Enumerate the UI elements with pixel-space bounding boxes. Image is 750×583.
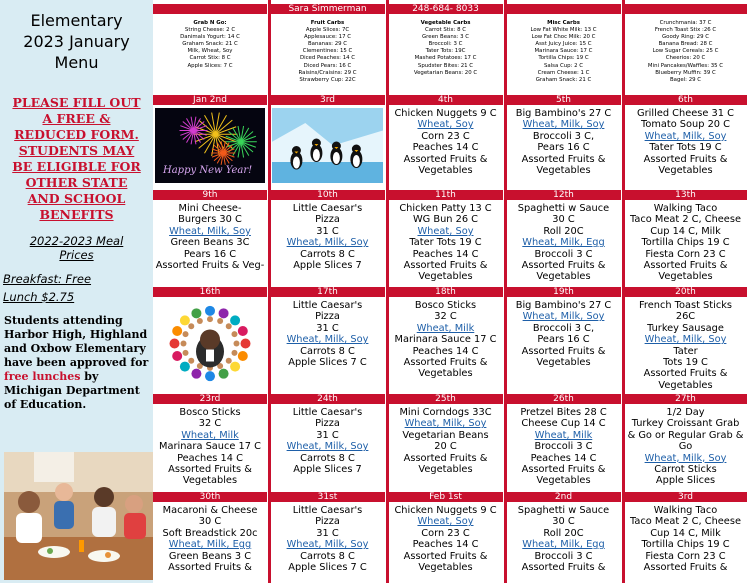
column-divider (386, 0, 389, 583)
menu-item: Apple Slices 7 C (288, 357, 367, 369)
menu-item: & Go or Regular Grab & (627, 429, 744, 441)
day-menu-cell (153, 505, 267, 583)
menu-item: Vegetables (536, 165, 591, 177)
menu-item: 30 C (198, 516, 222, 528)
menu-item: Grilled Cheese 31 C (637, 108, 734, 119)
day-header: 19th (506, 287, 621, 297)
menu-item: Tomato Soup 20 C (641, 119, 730, 131)
allergen-info: Wheat, Milk, Egg (522, 539, 605, 551)
notice-line: STUDENTS MAY (18, 143, 135, 158)
carb-list-item: Graham Snack: 21 C (535, 76, 592, 83)
menu-item: Tater Tots 19 C (649, 142, 722, 154)
menu-item: Assorted Fruits & (403, 452, 488, 464)
menu-item: Vegetables (418, 368, 473, 380)
menu-item: Marinara Sauce 17 C (394, 334, 497, 346)
menu-item: Assorted Fruits & (403, 153, 488, 165)
day-menu-cell (506, 407, 621, 489)
menu-item: Apple Slices 7 (293, 464, 362, 476)
students-lunch-photo (4, 452, 153, 580)
allergen-info: Wheat, Soy (417, 119, 474, 131)
day-header: 4th (388, 95, 503, 105)
menu-item: Taco Meat 2 C, Cheese (630, 214, 741, 226)
menu-item: Burgers 30 C (178, 214, 242, 226)
menu-item: Assorted Fruits & (643, 368, 728, 380)
menu-item: Little Caesar's (292, 300, 363, 311)
carb-list-title: Fruit Carbs (310, 20, 345, 26)
carb-list-item: Mashed Potatoes: 17 C (414, 55, 477, 62)
day-header: 2nd (506, 492, 621, 502)
carb-list-item: Graham Snack: 21 C (182, 41, 238, 48)
day-header: 12th (506, 190, 621, 200)
menu-item: Walking Taco (653, 203, 718, 214)
menu-item: Broccoli 3 C, (532, 130, 595, 142)
menu-item: Tortilla Chips 19 C (641, 539, 730, 551)
menu-item: Fiesta Corn 23 C (645, 550, 726, 562)
menu-item: Roll 20C (543, 225, 584, 237)
day-header: 16th (153, 287, 267, 297)
menu-item: WG Bun 26 C (412, 214, 479, 226)
menu-item: Assorted Fruits & (168, 464, 252, 476)
menu-item: Pizza (315, 418, 340, 430)
menu-item: 1/2 Day (666, 407, 705, 418)
carb-list-item: String Cheese: 2 C (184, 27, 236, 34)
carb-list-item: Bagel: 29 C (669, 76, 702, 83)
allergen-info: Wheat, Soy (417, 516, 474, 528)
students-lunch-illustration (4, 452, 153, 580)
menu-item: Mini Cheese- (178, 203, 242, 214)
menu-item: Vegetables (182, 475, 238, 487)
carb-list-item: French Toast Stix :26 C (654, 27, 717, 34)
menu-item: Taco Meat 2 C, Cheese (630, 516, 741, 528)
carb-list-item: Clementines: 15 C (302, 48, 353, 55)
carb-reference-cell (388, 20, 503, 92)
day-menu-cell (624, 407, 747, 489)
menu-item: Assorted Fruits & (403, 550, 488, 562)
menu-item: Assorted Fruits & (521, 153, 606, 165)
menu-item: French Toast Sticks (638, 300, 732, 311)
statement-text: Students attending Harbor High, Highland and Oxbow Elementary have been approved for (4, 314, 149, 369)
carb-list-item: Apple Slices: 7C (305, 27, 350, 34)
day-header: 26th (506, 394, 621, 404)
menu-item: Cup 14 C, Milk (650, 225, 721, 237)
menu-item: Apple Slices (655, 475, 716, 487)
menu-item: Turkey Sausage (647, 322, 724, 334)
menu-item: Tater (673, 345, 698, 357)
info-sidebar (0, 0, 153, 583)
allergen-info: Wheat, Milk (416, 322, 475, 334)
allergen-info: Wheat, Milk, Soy (286, 441, 369, 453)
allergen-info: Wheat, Milk, Soy (286, 237, 369, 249)
menu-item: 20 C (434, 441, 457, 453)
day-header: 17th (270, 287, 385, 297)
day-menu-cell (388, 407, 503, 489)
menu-item: Vegetables (536, 475, 591, 487)
free-lunches-highlight: free lunches (4, 370, 81, 383)
menu-calendar (153, 0, 750, 583)
menu-item: Assorted Fruits & (403, 260, 488, 272)
menu-item: Vegetables (536, 357, 591, 369)
mlk-illustration (155, 300, 265, 387)
menu-item: Turkey Croissant Grab (631, 418, 740, 430)
day-header: 24th (270, 394, 385, 404)
carb-reference-cell (153, 20, 267, 92)
carb-list-item: Goody Ring: 29 C (661, 34, 710, 41)
menu-item: 30 C (552, 214, 575, 226)
day-header: 25th (388, 394, 503, 404)
day-header: 5th (506, 95, 621, 105)
allergen-info: Wheat, Milk, Soy (286, 539, 369, 551)
menu-item: Apple Slices 7 C (288, 562, 367, 574)
allergen-info: Wheat, Milk (181, 429, 239, 441)
menu-item: Apple Slices 7 (293, 260, 362, 272)
carb-list-item: Applesauce: 17 C (303, 34, 352, 41)
day-menu-cell (506, 300, 621, 391)
carb-list-item: Bananas: 29 C (307, 41, 348, 48)
menu-title-line: 2023 January (23, 32, 130, 51)
day-header: 3rd (624, 492, 747, 502)
menu-item: Fiesta Corn 23 C (645, 248, 726, 260)
carb-list-item: Danimals Yogurt: 14 C (180, 34, 240, 41)
notice-line: OTHER STATE (25, 175, 128, 190)
menu-item: 31 C (316, 225, 339, 237)
allergen-info: Wheat, Milk, Soy (522, 311, 605, 323)
prices-heading-line: Prices (59, 248, 94, 262)
menu-item: Bosco Sticks (179, 407, 241, 418)
carb-list-item: Green Beans: 3 C (421, 34, 470, 41)
mlk-graphic (155, 300, 265, 387)
menu-item: Mini Corndogs 33C (399, 407, 492, 418)
day-header: 11th (388, 190, 503, 200)
menu-item: Tortilla Chips 19 C (641, 237, 730, 249)
menu-item: 31 C (316, 429, 339, 441)
top-header-cell: 248-684- 8033 (388, 4, 503, 14)
carb-list-item: Low Fat Choc Milk: 20 C (531, 34, 596, 41)
happy-new-year-text: Happy New Year! (163, 165, 253, 176)
menu-item: 31 C (316, 527, 339, 539)
menu-item: Assorted Fruits & (168, 562, 252, 574)
day-header: 20th (624, 287, 747, 297)
free-lunch-statement (4, 314, 152, 412)
carb-reference-cell (624, 20, 747, 92)
menu-item: Chicken Patty 13 C (399, 203, 492, 214)
allergen-info: Wheat, Soy (417, 225, 474, 237)
menu-item: Bosco Sticks (414, 300, 477, 311)
menu-item: Spaghetti w Sauce (517, 505, 610, 516)
menu-item: Pears 16 C (537, 142, 590, 154)
day-header: 6th (624, 95, 747, 105)
menu-item: Spaghetti w Sauce (517, 203, 610, 214)
menu-item: Carrots 8 C (300, 550, 355, 562)
menu-item: Vegetables (658, 271, 713, 283)
carb-list-item: Vegetarian Beans: 20 C (413, 69, 478, 76)
menu-item: Pears 16 C (537, 334, 590, 346)
menu-item: 32 C (434, 311, 457, 323)
menu-item: Peaches 14 C (412, 142, 479, 154)
carb-list-item: Strawberry Cup: 22C (299, 76, 356, 83)
allergen-info: Wheat, Milk, Soy (644, 130, 727, 142)
carb-list-item: Broccoli: 3 C (428, 41, 463, 48)
menu-title-line: Elementary (30, 11, 123, 30)
menu-item: Assorted Fruits & (403, 357, 488, 369)
notice-line: BE ELIGIBLE FOR (12, 159, 141, 174)
day-menu-cell (153, 203, 267, 284)
menu-item: Chicken Nuggets 9 C (394, 505, 497, 516)
menu-item: Big Bambino's 27 C (515, 108, 612, 119)
day-header: 10th (270, 190, 385, 200)
menu-item: Peaches 14 C (412, 345, 479, 357)
menu-item: Tots 19 C (663, 357, 708, 369)
menu-item: Peaches 14 C (177, 452, 243, 464)
top-header-cell (153, 4, 267, 14)
menu-item: Assorted Fruits & (643, 562, 728, 574)
top-header-cell (506, 4, 621, 14)
day-header: 30th (153, 492, 267, 502)
menu-item: Vegetarian Beans (402, 429, 489, 441)
day-menu-cell (270, 505, 385, 583)
menu-item: Little Caesar's (292, 407, 363, 418)
day-header: 13th (624, 190, 747, 200)
carb-list-item: Diced Pears: 16 C (303, 62, 352, 69)
day-header: 23rd (153, 394, 267, 404)
fireworks-illustration (155, 108, 265, 183)
notice-line: BENEFITS (39, 207, 114, 222)
day-menu-cell (270, 300, 385, 391)
menu-item: Broccoli 3 C (534, 550, 593, 562)
menu-item: Pretzel Bites 28 C (520, 407, 607, 418)
carb-list-item: Marinara Sauce: 17 C (534, 48, 593, 55)
carb-list-item: Salsa Cup: 2 C (543, 62, 584, 69)
menu-item: Peaches 14 C (530, 452, 597, 464)
menu-item: Vegetables (418, 165, 473, 177)
menu-item: Peaches 14 C (412, 248, 479, 260)
menu-item: Little Caesar's (292, 505, 363, 516)
menu-item: Vegetables (536, 271, 591, 283)
day-header: 27th (624, 394, 747, 404)
carb-list-item: Low Sugar Cereals: 25 C (652, 48, 719, 55)
day-header: 9th (153, 190, 267, 200)
allergen-info: Wheat, Milk, Soy (404, 418, 487, 430)
menu-item: Assorted Fruits & (643, 260, 728, 272)
carb-list-item: Cheerios: 20 C (665, 55, 706, 62)
menu-item: Carrot Sticks (654, 464, 717, 476)
carb-list-item: Mini Pancakes/Waffles: 35 C (647, 62, 724, 69)
menu-item: Big Bambino's 27 C (515, 300, 612, 311)
menu-item: Broccoli 3 C (534, 441, 593, 453)
day-header: 18th (388, 287, 503, 297)
top-header-cell (624, 4, 747, 14)
menu-item: Marinara Sauce 17 C (159, 441, 261, 453)
allergen-info: Wheat, Milk, Soy (522, 119, 605, 131)
menu-item: 32 C (198, 418, 222, 430)
menu-item: Peaches 14 C (412, 539, 479, 551)
allergen-info: Wheat, Milk, Soy (644, 452, 727, 464)
fireworks-graphic (155, 108, 265, 183)
carb-list-item: Carrot Stix: 8 C (189, 55, 231, 62)
menu-item: Cup 14 C, Milk (650, 527, 721, 539)
menu-item: Walking Taco (653, 505, 718, 516)
menu-item: Vegetables (418, 562, 473, 574)
carb-list-item: Apple Slices: 7 C (187, 62, 233, 69)
carb-list-item: Milk, Wheat, Soy (187, 48, 233, 55)
menu-item: Vegetables (658, 165, 713, 177)
day-menu-cell (388, 505, 503, 583)
day-menu-cell (624, 300, 747, 391)
day-menu-cell (388, 108, 503, 187)
menu-title-line: Menu (54, 53, 99, 72)
day-menu-cell (388, 300, 503, 391)
carb-list-title: Misc Carbs (547, 20, 580, 26)
menu-item: Carrots 8 C (300, 248, 355, 260)
day-header: Jan 2nd (153, 95, 267, 105)
day-header: 3rd (270, 95, 385, 105)
meal-prices-heading (4, 234, 149, 262)
carb-reference-cell (506, 20, 621, 92)
day-menu-cell (624, 203, 747, 284)
carb-list-item: Low Fat White Milk: 13 C (530, 27, 597, 34)
menu-item: Roll 20C (543, 527, 584, 539)
carb-list-item: Raisins/Craisins: 29 C (298, 69, 357, 76)
menu-item: Vegetables (418, 271, 473, 283)
allergen-info: Wheat, Milk (534, 429, 593, 441)
menu-title (2, 10, 151, 73)
notice-line: PLEASE FILL OUT (12, 95, 141, 110)
menu-item: Pizza (315, 214, 340, 226)
lunch-price: Lunch $2.75 (3, 290, 75, 304)
top-header-cell: Sara Simmerman (270, 4, 385, 14)
menu-item: Assorted Fruits & (643, 153, 728, 165)
menu-item: Green Beans 3 C (168, 550, 252, 562)
day-header: Feb 1st (388, 492, 503, 502)
column-divider (504, 0, 507, 583)
menu-item: Soft Breadstick 20c (162, 527, 258, 539)
menu-item: Chicken Nuggets 9 C (394, 108, 497, 119)
carb-list-title: Vegetable Carbs (420, 20, 471, 26)
carb-list-item: Diced Peaches: 14 C (299, 55, 356, 62)
menu-item: Pizza (315, 516, 340, 528)
menu-item: Corn 23 C (421, 527, 470, 539)
free-reduced-notice[interactable] (4, 95, 149, 223)
allergen-info: Wheat, Milk, Soy (644, 334, 727, 346)
notice-line: AND SCHOOL (27, 191, 126, 206)
day-menu-cell (388, 203, 503, 284)
carb-list-title: Grab N Go: (193, 20, 227, 26)
menu-item: Assorted Fruits & (521, 260, 606, 272)
notice-line: REDUCED FORM. (14, 127, 139, 142)
penguins-graphic (272, 108, 383, 183)
penguins-illustration (272, 108, 383, 183)
menu-item: Assorted Fruits & (521, 562, 606, 574)
day-menu-cell (624, 108, 747, 187)
allergen-info: Wheat, Milk, Egg (522, 237, 605, 249)
carb-list-item: Crunchmania: 37 C (659, 20, 712, 26)
allergen-info: Wheat, Milk, Egg (168, 539, 252, 551)
menu-item: Green Beans 3C (170, 237, 250, 249)
menu-item: Tater Tots 19 C (409, 237, 482, 249)
menu-item: Assorted Fruits & (521, 345, 606, 357)
statement-text: by Michigan Department of Education. (4, 370, 140, 411)
menu-item: Assorted Fruits & (521, 464, 606, 476)
menu-item: 31 C (316, 322, 339, 334)
carb-list-item: Asst Juicy Juice: 15 C (535, 41, 592, 48)
menu-item: Carrots 8 C (300, 452, 355, 464)
allergen-info: Wheat, Milk, Soy (286, 334, 369, 346)
menu-item: Macaroni & Cheese (162, 505, 258, 516)
carb-list-item: Tortilla Chips: 19 C (538, 55, 589, 62)
carb-list-item: Carrot Stix: 8 C (424, 27, 467, 34)
day-header: 31st (270, 492, 385, 502)
menu-item: Assorted Fruits & Veg- (155, 260, 265, 272)
carb-list-item: Cream Cheese: 1 C (537, 69, 590, 76)
day-menu-cell (270, 407, 385, 489)
carb-reference-cell (270, 20, 385, 92)
breakfast-price: Breakfast: Free (3, 272, 92, 286)
menu-item: Broccoli 3 C (534, 248, 593, 260)
menu-item: Little Caesar's (292, 203, 363, 214)
menu-item: Broccoli 3 C, (532, 322, 595, 334)
carb-list-item: Banana Bread: 28 C (658, 41, 713, 48)
day-menu-cell (506, 203, 621, 284)
menu-item: Vegetables (658, 379, 713, 391)
column-divider (268, 0, 271, 583)
notice-line: A FREE & (42, 111, 111, 126)
menu-item: Corn 23 C (421, 130, 470, 142)
prices-heading-line: 2022-2023 Meal (29, 234, 124, 248)
menu-item: Pears 16 C (183, 248, 237, 260)
carb-list-item: Spudster Bites: 21 C (417, 62, 474, 69)
day-menu-cell (506, 505, 621, 583)
day-menu-cell (153, 407, 267, 489)
menu-item: Pizza (315, 311, 340, 323)
menu-item: 26C (675, 311, 696, 323)
menu-item: Carrots 8 C (300, 345, 355, 357)
carb-list-item: Blueberry Muffin: 39 C (655, 69, 716, 76)
carb-list-item: Tater Tots: 19C (425, 48, 466, 55)
menu-item: Vegetables (418, 464, 473, 476)
allergen-info: Wheat, Milk, Soy (169, 225, 251, 237)
menu-item: 30 C (552, 516, 575, 528)
menu-item: Go (678, 441, 693, 453)
column-divider (622, 0, 625, 583)
day-menu-cell (270, 203, 385, 284)
day-menu-cell (624, 505, 747, 583)
menu-item: Cheese Cup 14 C (521, 418, 606, 430)
day-menu-cell (506, 108, 621, 187)
